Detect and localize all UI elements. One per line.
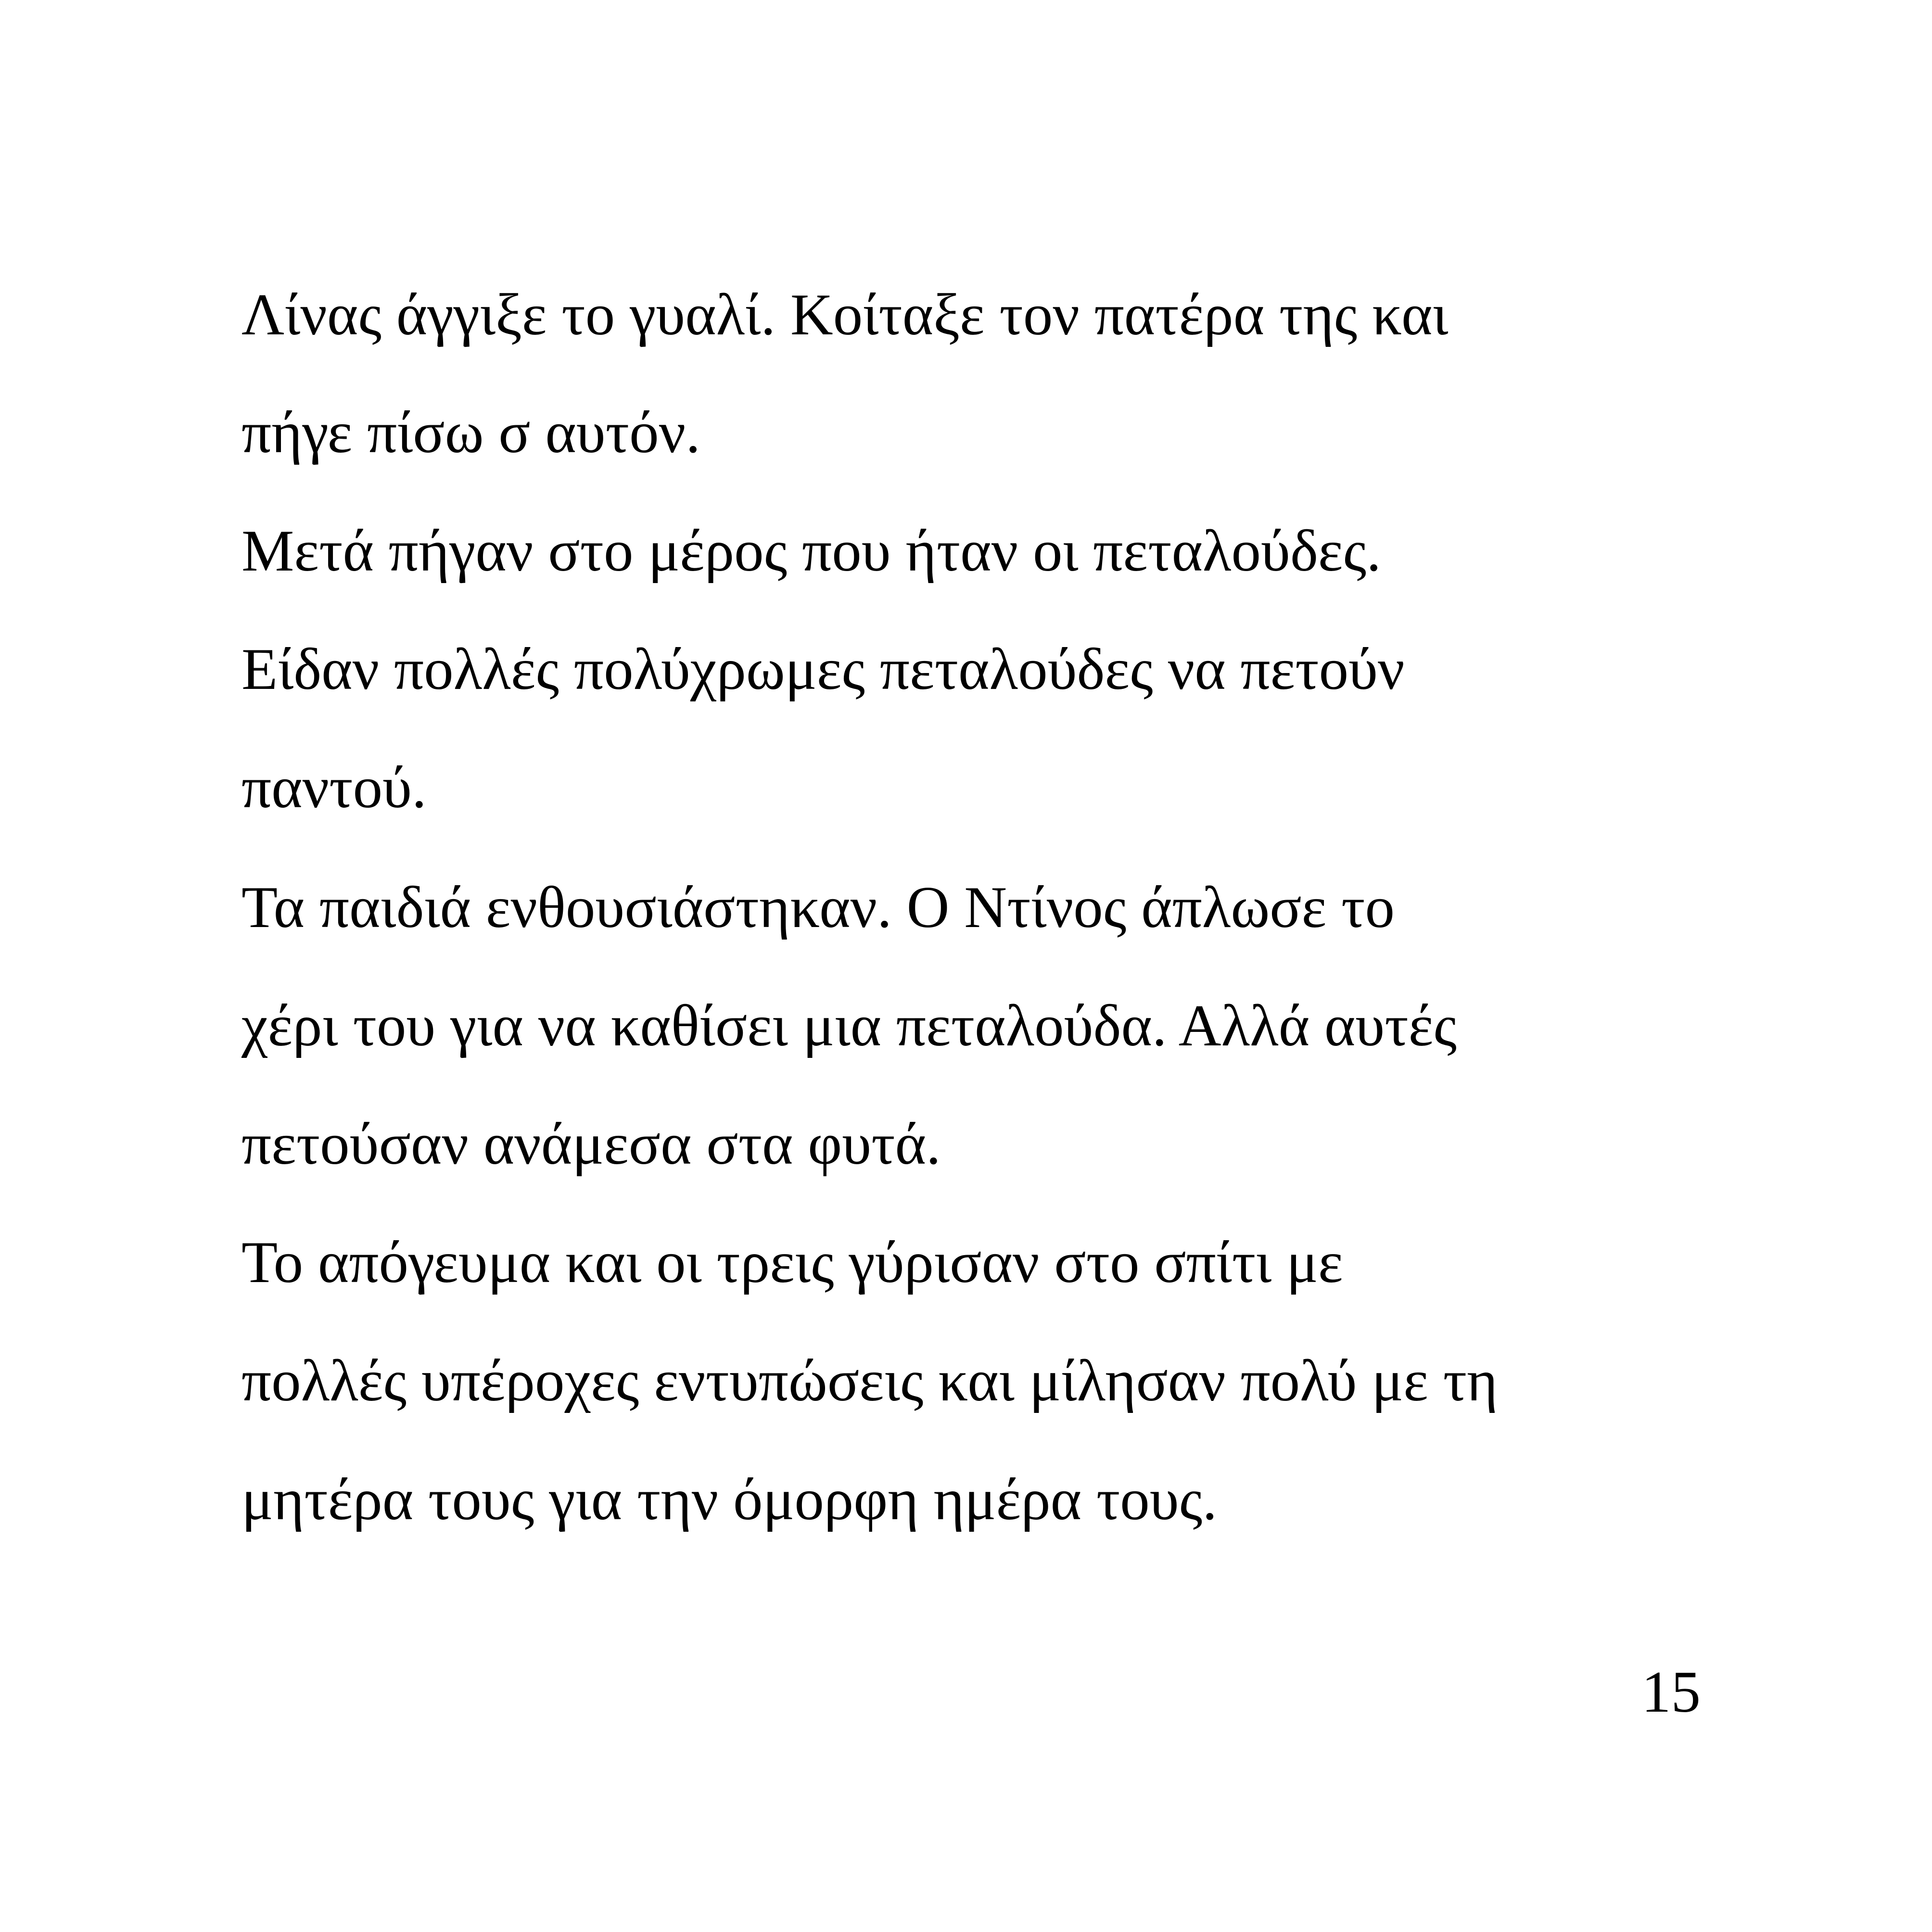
text-line-2: πήγε πίσω σ αυτόν. bbox=[242, 399, 700, 465]
text-line-1: Λίνας άγγιξε το γυαλί. Κοίταξε τον πατέρα της και bbox=[242, 281, 1449, 347]
text-line-7: χέρι του για να καθίσει μια πεταλούδα. Αλλά αυτές bbox=[242, 992, 1457, 1058]
text-line-11: μητέρα τους για την όμορφη ημέρα τους. bbox=[242, 1466, 1218, 1532]
text-line-3: Μετά πήγαν στο μέρος που ήταν οι πεταλούδες. bbox=[242, 518, 1382, 584]
text-line-4: Είδαν πολλές πολύχρωμες πεταλούδες να πετούν bbox=[242, 636, 1405, 702]
text-line-5: παντού. bbox=[242, 754, 427, 820]
text-line-10: πολλές υπέροχες εντυπώσεις και μίλησαν πολύ με τη bbox=[242, 1347, 1498, 1413]
page-number: 15 bbox=[1641, 1659, 1701, 1725]
text-line-8: πετούσαν ανάμεσα στα φυτά. bbox=[242, 1111, 941, 1177]
text-line-9: Το απόγευμα και οι τρεις γύρισαν στο σπίτι με bbox=[242, 1229, 1343, 1295]
text-line-6: Τα παιδιά ενθουσιάστηκαν. Ο Ντίνος άπλωσε το bbox=[242, 874, 1395, 940]
